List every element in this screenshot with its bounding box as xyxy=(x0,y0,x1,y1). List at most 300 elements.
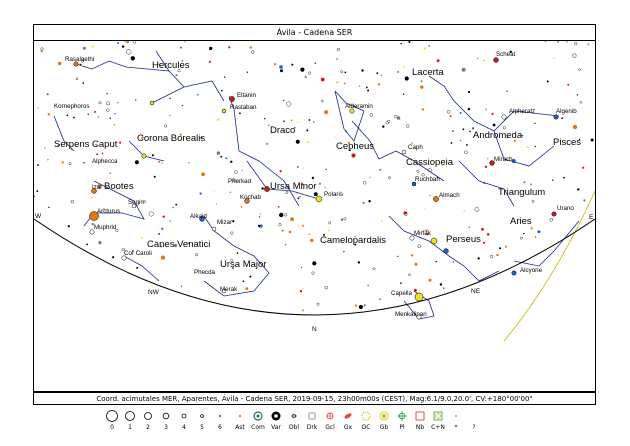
background-star xyxy=(169,115,171,117)
constellation-label[interactable]: Hercules xyxy=(152,60,190,71)
background-star xyxy=(550,218,553,221)
background-star xyxy=(201,172,205,176)
background-star xyxy=(355,305,357,307)
background-star xyxy=(453,261,454,262)
star-label[interactable]: Scheat xyxy=(496,51,516,58)
star-label[interactable]: Arcturus xyxy=(97,208,121,215)
background-star xyxy=(469,131,471,133)
background-star xyxy=(397,116,400,119)
background-star xyxy=(370,114,373,117)
star-label[interactable]: Phecda xyxy=(194,269,215,276)
background-star xyxy=(102,153,104,155)
background-star xyxy=(127,41,129,43)
background-star xyxy=(388,120,390,122)
background-star xyxy=(300,290,302,292)
background-star xyxy=(447,110,450,113)
star-label[interactable]: Capella xyxy=(391,290,412,297)
legend-item: Nb xyxy=(408,408,432,438)
background-star xyxy=(131,56,135,60)
background-star xyxy=(135,99,136,100)
background-star xyxy=(463,128,465,130)
background-star xyxy=(420,85,423,88)
background-star xyxy=(464,151,467,154)
constellation-label[interactable]: Bootes xyxy=(104,181,134,192)
background-star xyxy=(114,124,116,126)
background-star xyxy=(308,72,311,75)
star-label[interactable]: Kornephoros xyxy=(54,103,90,110)
legend-item: * xyxy=(444,408,468,438)
background-star xyxy=(312,177,314,179)
background-star xyxy=(172,207,173,208)
cardinal-w: W xyxy=(35,213,42,220)
star-label[interactable]: Menkalinan xyxy=(395,311,427,318)
constellation-label[interactable]: Lacerta xyxy=(412,67,444,78)
background-star xyxy=(209,61,211,63)
background-star xyxy=(280,69,283,72)
background-star xyxy=(170,220,171,221)
legend-item: Dbl xyxy=(282,408,306,438)
legend-item: Pl xyxy=(390,408,414,438)
star-label[interactable]: Kochab xyxy=(240,194,261,201)
background-star xyxy=(41,50,43,52)
background-star xyxy=(241,206,243,208)
background-star xyxy=(428,45,430,47)
background-star xyxy=(421,80,423,82)
background-star xyxy=(429,195,431,197)
star-marker xyxy=(316,196,322,202)
background-star xyxy=(280,170,282,172)
cardinal-ne: NE xyxy=(471,288,481,295)
sky-chart[interactable] xyxy=(33,40,596,392)
background-star xyxy=(577,188,579,190)
legend-item: Gb xyxy=(372,408,396,438)
background-star xyxy=(41,48,44,51)
legend-item: Var xyxy=(264,408,288,438)
background-star xyxy=(463,210,465,212)
star-label[interactable]: Mirfak xyxy=(414,230,431,237)
background-star xyxy=(245,287,248,290)
background-star xyxy=(279,223,282,226)
background-star xyxy=(239,112,241,114)
background-star xyxy=(119,142,121,144)
star-label[interactable]: Rasalgethi xyxy=(65,56,95,63)
background-star xyxy=(314,192,318,196)
background-star xyxy=(48,207,49,208)
background-star xyxy=(475,207,479,211)
background-star xyxy=(158,233,160,235)
constellation-label[interactable]: Triangulum xyxy=(498,187,546,198)
background-star xyxy=(86,244,88,246)
background-star xyxy=(580,101,582,103)
background-star xyxy=(291,64,293,66)
star-marker xyxy=(552,212,556,216)
background-star xyxy=(344,72,346,74)
background-star xyxy=(359,305,363,309)
background-star xyxy=(234,171,237,174)
constellation-line xyxy=(129,141,164,161)
star-marker xyxy=(264,186,269,191)
background-star xyxy=(44,147,45,148)
background-star xyxy=(343,251,344,252)
background-star xyxy=(418,245,421,248)
background-star xyxy=(329,222,331,224)
background-star xyxy=(405,214,407,216)
background-star xyxy=(96,153,98,155)
star-label[interactable]: Merak xyxy=(220,286,238,293)
background-star xyxy=(505,246,507,248)
star-label[interactable]: Mizar xyxy=(217,219,233,226)
background-star xyxy=(381,75,383,77)
star-label[interactable]: Caph xyxy=(408,144,423,151)
star-label[interactable]: Segin xyxy=(128,199,144,206)
background-star xyxy=(490,255,493,258)
star-label[interactable]: Alcyone xyxy=(520,267,543,274)
background-star xyxy=(107,93,108,94)
background-star xyxy=(310,239,313,242)
constellation-label[interactable]: Cassiopeia xyxy=(406,157,453,168)
background-star xyxy=(37,107,38,108)
background-star xyxy=(403,94,404,95)
star-label[interactable]: Eltanin xyxy=(237,92,256,99)
background-star xyxy=(136,267,138,269)
star-label[interactable]: Rastaban xyxy=(230,104,257,111)
legend-item: 6 xyxy=(208,408,232,438)
background-star xyxy=(282,230,284,232)
background-star xyxy=(397,71,398,72)
background-star xyxy=(154,176,156,178)
background-star xyxy=(99,102,101,104)
background-star xyxy=(37,164,39,166)
constellation-label[interactable]: Corona Borealis xyxy=(137,133,206,144)
background-star xyxy=(363,202,365,204)
background-star xyxy=(429,279,432,282)
background-star xyxy=(344,218,346,220)
constellation-label[interactable]: Canes Venatici xyxy=(147,239,211,250)
star-marker xyxy=(431,238,437,244)
background-star xyxy=(358,261,360,263)
background-star xyxy=(341,71,343,73)
star-label[interactable]: Izar xyxy=(92,184,103,191)
background-star xyxy=(195,253,198,256)
legend-item: Com xyxy=(246,408,270,438)
background-star xyxy=(278,206,280,208)
star-label[interactable]: Polaris xyxy=(324,191,343,198)
background-star xyxy=(579,69,581,71)
background-star xyxy=(408,41,410,43)
constellation-label[interactable]: Ursa Minor xyxy=(270,181,317,192)
background-star xyxy=(324,110,328,114)
background-star xyxy=(283,100,285,102)
background-star xyxy=(411,254,413,256)
background-star xyxy=(468,227,470,229)
background-star xyxy=(324,187,325,188)
background-star xyxy=(237,252,239,254)
background-star xyxy=(319,183,321,185)
star-label[interactable]: Alkaid xyxy=(190,213,207,220)
background-star xyxy=(47,159,49,161)
background-star xyxy=(367,90,369,92)
background-star xyxy=(591,139,594,142)
constellation-line xyxy=(335,91,364,141)
background-star xyxy=(477,58,478,59)
background-star xyxy=(321,78,325,82)
cardinal-e: E xyxy=(589,214,594,221)
background-star xyxy=(83,47,86,50)
background-star xyxy=(496,254,498,256)
background-star xyxy=(478,257,480,259)
background-star xyxy=(290,217,294,221)
background-star xyxy=(305,76,307,78)
legend-item: C+N xyxy=(426,408,450,438)
background-star xyxy=(530,183,532,185)
background-star xyxy=(483,242,485,244)
background-star xyxy=(286,102,291,107)
star-label[interactable]: Algenib xyxy=(556,108,577,115)
background-star xyxy=(424,47,426,49)
background-star xyxy=(582,167,584,169)
background-star xyxy=(133,41,136,43)
background-star xyxy=(161,228,163,230)
background-star xyxy=(370,177,371,178)
background-star xyxy=(468,108,470,110)
background-star xyxy=(221,90,223,92)
background-star xyxy=(481,228,484,231)
star-label[interactable]: Almach xyxy=(439,192,460,199)
background-star xyxy=(336,58,337,59)
background-star xyxy=(523,233,524,234)
constellation-label[interactable]: Andromeda xyxy=(473,130,523,141)
legend-item: 0 xyxy=(100,408,124,438)
star-label[interactable]: Pherkad xyxy=(228,178,252,185)
constellation-line xyxy=(184,81,224,101)
background-star xyxy=(122,45,124,47)
background-star xyxy=(243,280,245,282)
background-star xyxy=(158,161,160,163)
background-star xyxy=(184,41,185,42)
background-star xyxy=(225,157,227,159)
background-star xyxy=(117,102,119,104)
background-star xyxy=(98,116,100,118)
legend-item: 1 xyxy=(118,408,142,438)
background-star xyxy=(363,181,366,184)
constellation-label[interactable]: Pisces xyxy=(553,137,581,148)
background-star xyxy=(466,144,468,146)
background-star xyxy=(424,208,425,209)
background-star xyxy=(279,65,283,69)
background-star xyxy=(216,203,217,204)
background-star xyxy=(260,213,261,214)
background-star xyxy=(308,119,310,121)
star-marker xyxy=(415,293,423,301)
background-star xyxy=(297,166,298,167)
background-star xyxy=(468,91,470,93)
background-star xyxy=(301,267,302,268)
background-star xyxy=(307,141,309,143)
constellation-label[interactable]: Ursa Major xyxy=(220,259,267,270)
background-star xyxy=(537,230,540,233)
background-star xyxy=(284,214,287,217)
background-star xyxy=(303,288,304,289)
background-star xyxy=(534,123,535,124)
background-star xyxy=(462,68,466,72)
background-star xyxy=(34,196,35,198)
chart-title: Ávila - Cadena SER xyxy=(33,24,596,40)
background-star xyxy=(58,62,61,65)
background-star xyxy=(188,162,189,163)
background-star xyxy=(261,187,263,189)
background-star xyxy=(344,83,346,85)
background-star xyxy=(259,216,260,217)
constellation-label[interactable]: Perseus xyxy=(446,234,481,245)
background-star xyxy=(337,81,339,83)
star-label[interactable]: Urano xyxy=(557,205,574,212)
background-star xyxy=(403,66,405,68)
background-star xyxy=(573,125,577,129)
background-star xyxy=(485,166,487,168)
background-star xyxy=(224,76,225,77)
star-marker xyxy=(402,150,406,154)
legend-item: Drk xyxy=(300,408,324,438)
background-star xyxy=(351,153,355,157)
constellation-label[interactable]: Aries xyxy=(510,216,532,227)
background-star xyxy=(47,93,49,95)
star-marker xyxy=(222,109,226,113)
background-star xyxy=(230,192,232,194)
background-star xyxy=(503,127,505,129)
background-star xyxy=(200,193,202,195)
background-star xyxy=(315,62,317,64)
background-star xyxy=(376,72,378,74)
star-label[interactable]: Mirach xyxy=(494,156,513,163)
background-star xyxy=(112,256,114,258)
background-star xyxy=(230,161,232,163)
background-star xyxy=(328,229,330,231)
star-marker xyxy=(229,96,234,101)
star-marker xyxy=(142,154,146,158)
legend-item: OC xyxy=(354,408,378,438)
star-label[interactable]: Ruchbah xyxy=(415,176,440,183)
background-star xyxy=(577,94,578,95)
legend-item: 3 xyxy=(154,408,178,438)
background-star xyxy=(450,115,452,117)
background-star xyxy=(491,113,493,115)
cardinal-n: N xyxy=(312,326,317,333)
background-star xyxy=(298,197,300,199)
star-label[interactable]: Alpheratz xyxy=(509,108,536,115)
background-star xyxy=(532,200,534,202)
legend-item: Gx xyxy=(336,408,360,438)
background-star xyxy=(250,46,252,48)
star-label[interactable]: Alphecca xyxy=(92,158,118,165)
star-label[interactable]: Alderamin xyxy=(345,103,373,110)
background-star xyxy=(88,114,89,115)
background-star xyxy=(417,170,419,172)
constellation-label[interactable]: Serpens Caput xyxy=(54,139,118,150)
background-star xyxy=(135,160,139,164)
star-label[interactable]: Cor Caroli xyxy=(124,250,152,257)
background-star xyxy=(110,118,111,119)
background-star xyxy=(400,282,402,284)
background-star xyxy=(405,76,409,80)
cardinal-nw: NW xyxy=(148,289,159,296)
background-star xyxy=(251,51,254,54)
background-star xyxy=(228,46,230,48)
background-star xyxy=(169,98,170,99)
background-star xyxy=(325,286,328,289)
horizon-line xyxy=(34,219,595,315)
background-star xyxy=(264,118,265,119)
background-star xyxy=(285,244,287,246)
background-star xyxy=(241,170,242,171)
background-star xyxy=(289,231,292,234)
ecliptic-line xyxy=(504,191,595,341)
constellation-label[interactable]: Camelopardalis xyxy=(320,235,387,246)
background-star xyxy=(163,216,165,218)
star-marker xyxy=(512,271,516,275)
background-star xyxy=(149,212,153,216)
background-star xyxy=(91,197,92,198)
background-star xyxy=(388,177,390,179)
background-star xyxy=(217,119,219,121)
background-star xyxy=(92,45,94,47)
background-star xyxy=(274,63,276,65)
background-star xyxy=(68,225,70,227)
background-star xyxy=(567,84,569,86)
background-star xyxy=(587,43,589,45)
constellation-label[interactable]: Cepheus xyxy=(336,141,375,152)
background-star xyxy=(487,233,490,236)
star-label[interactable]: Muphrid xyxy=(94,224,117,231)
background-star xyxy=(297,122,299,124)
background-star xyxy=(308,234,309,235)
background-star xyxy=(484,60,485,61)
background-star xyxy=(291,119,293,121)
background-star xyxy=(552,179,554,181)
background-star xyxy=(67,115,69,117)
background-star xyxy=(94,111,96,113)
background-star xyxy=(507,91,508,92)
background-star xyxy=(341,219,343,221)
background-star xyxy=(209,47,212,50)
background-star xyxy=(69,163,71,165)
background-star xyxy=(279,213,283,217)
constellation-line xyxy=(124,256,159,281)
background-star xyxy=(422,108,424,110)
sky-chart-canvas[interactable] xyxy=(34,41,595,391)
background-star xyxy=(220,156,222,158)
background-star xyxy=(325,169,327,171)
background-star xyxy=(161,163,162,164)
background-star xyxy=(452,130,454,132)
legend-item: Gcl xyxy=(318,408,342,438)
background-star xyxy=(98,241,101,244)
background-star xyxy=(378,83,380,85)
background-star xyxy=(361,69,363,71)
constellation-label[interactable]: Draco xyxy=(270,125,296,136)
background-star xyxy=(117,42,119,44)
background-star xyxy=(531,227,533,229)
legend-item: ? xyxy=(472,424,476,431)
background-star xyxy=(451,142,453,144)
background-star xyxy=(317,303,319,305)
background-star xyxy=(182,105,183,106)
star-marker xyxy=(502,115,506,119)
background-star xyxy=(394,115,397,118)
background-star xyxy=(545,41,546,42)
background-star xyxy=(573,54,577,58)
background-star xyxy=(300,68,304,72)
star-marker xyxy=(554,115,558,119)
